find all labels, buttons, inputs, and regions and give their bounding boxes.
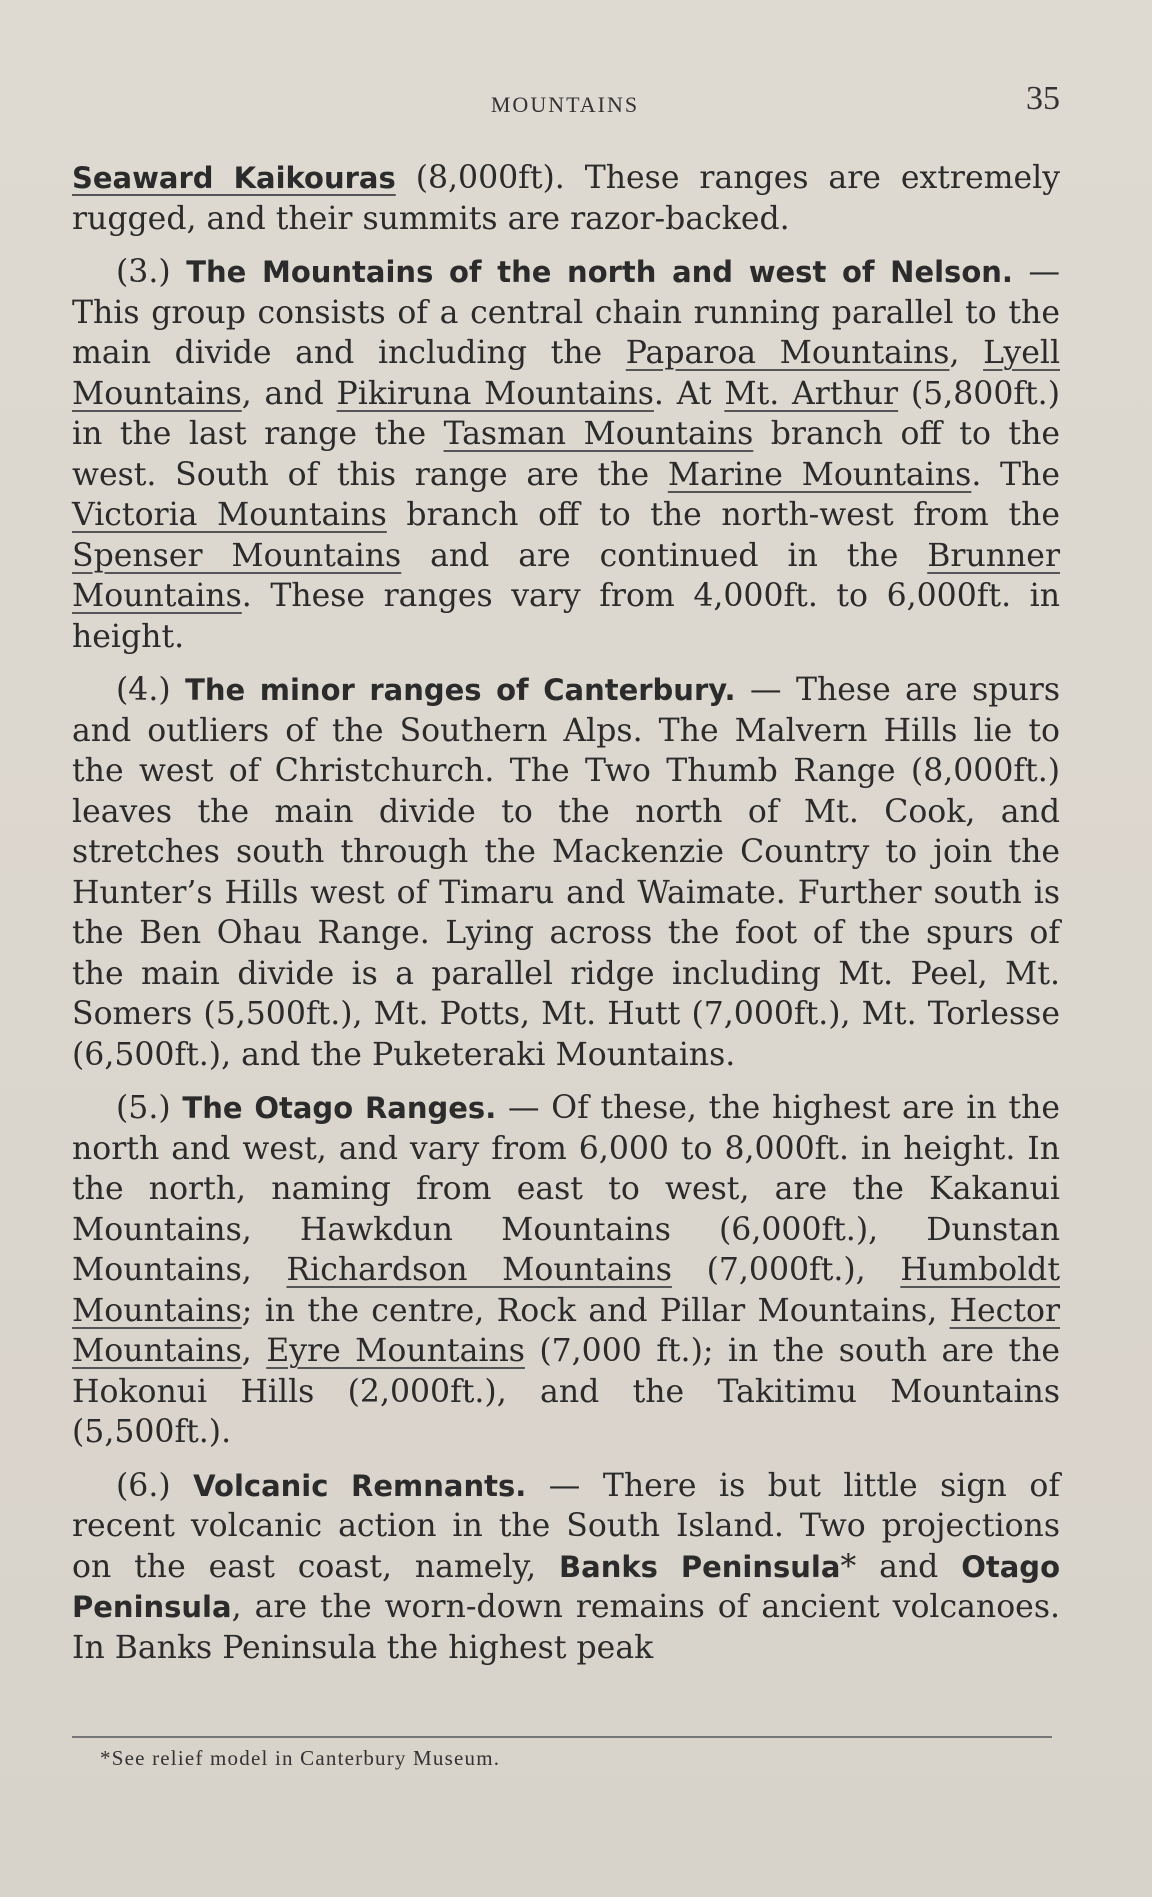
paragraph-text: (8,000ft). These ranges are extremely rugged, and their summits are razor-backed.	[72, 160, 1060, 237]
underlined-name: Tasman Mountains	[443, 416, 754, 452]
running-head: MOUNTAINS	[490, 92, 640, 117]
text-run: and are continued in the	[401, 537, 928, 574]
text-run: branch off to the north-west from the	[386, 497, 1060, 533]
text-run: . The	[971, 456, 1060, 493]
underlined-name: Victoria Mountains	[72, 497, 387, 533]
footnote-divider	[72, 1736, 1052, 1738]
section-heading-canterbury: The minor ranges of Canterbury.	[185, 673, 736, 707]
text-run: ; in the centre, Rock and Pillar Mountains,	[241, 1292, 950, 1329]
underlined-name: Marine Mountains	[667, 456, 972, 493]
page-number: 35	[1026, 80, 1060, 117]
underlined-name: Paparoa Mountains	[625, 335, 950, 371]
paragraph-canterbury-ranges	[72, 670, 1060, 1075]
bold-term: Banks Peninsula	[559, 1549, 841, 1584]
text-run: ,	[241, 1333, 267, 1369]
paragraph-nelson-mountains	[72, 252, 1060, 657]
text-run: * and	[840, 1548, 962, 1585]
paragraph-seaward-kaikouras	[72, 158, 1060, 239]
text-run: (7,000 ft.); in the south are the Hokonui Hills (2,000ft.), and the Takitimu Mountains (5,500ft.).	[72, 1333, 1061, 1450]
text-run: (7,000ft.),	[671, 1252, 901, 1288]
paragraph-volcanic-remnants	[72, 1466, 1060, 1669]
heading-seaward-kaikouras: Seaward Kaikouras	[72, 161, 396, 195]
section-number: (3.)	[116, 254, 187, 290]
underlined-name: Humboldt Mountains	[72, 1252, 1060, 1329]
underlined-name: Eyre Mountains	[266, 1333, 525, 1369]
underlined-name: Mt. Arthur	[724, 375, 899, 412]
text-run: , are the worn-down remains of ancient volcanoes. In Banks Peninsula the highest peak	[72, 1589, 1060, 1666]
underlined-name: Spenser Mountains	[72, 537, 402, 574]
page-header	[70, 80, 1060, 124]
text-run: — There is but little sign of recent volcanic action in the South Island. Two projections on the east coast, namely,	[72, 1467, 1060, 1585]
text-run: — Of these, the highest are in the north and west, and vary from 6,000 to 8,000ft. in height. In the north, naming from east to west, are the Kakanui Mountains, Hawkdun Mountains (6,000ft.), Dunstan Mountains,	[72, 1090, 1060, 1288]
text-run: ,	[949, 335, 984, 371]
body-text	[72, 158, 1060, 1681]
text-run: branch off to the west. South of this range are the	[72, 416, 1060, 493]
section-heading-volcanic: Volcanic Remnants.	[193, 1468, 527, 1503]
paragraph-otago-ranges	[72, 1088, 1060, 1453]
underlined-name: Lyell Mountains	[72, 335, 1061, 412]
text-run: . At	[653, 375, 725, 412]
text-run: . These ranges vary from 4,000ft. to 6,000ft. in height.	[72, 578, 1060, 655]
underlined-name: Pikiruna Mountains	[336, 375, 654, 412]
underlined-name: Hector Mountains	[72, 1292, 1060, 1369]
section-number: (5.)	[116, 1090, 183, 1126]
footnote: *See relief model in Canterbury Museum.	[100, 1746, 501, 1770]
section-heading-nelson: The Mountains of the north and west of Nelson.	[186, 255, 1013, 289]
section-heading-otago: The Otago Ranges.	[182, 1091, 497, 1125]
section-number: (6.)	[116, 1467, 194, 1504]
text-run: (5,800ft.) in the last range the	[72, 375, 1060, 452]
text-run: — This group consists of a central chain running parallel to the main divide and including the	[72, 254, 1060, 371]
text-run: , and	[241, 375, 337, 412]
underlined-name: Richardson Mountains	[286, 1252, 672, 1288]
text-run: — These are spurs and outliers of the Southern Alps. The Malvern Hills lie to the west of Christchurch. The Two Thumb Range (8,000ft.) leaves the main divide to the north of Mt. Cook, and stretches south through the Mackenzie Country to join the Hunter’s Hills west of Timaru and Waimate. Further south is the Ben Ohau Range. Lying across the foot of the spurs of the main divide is a parallel ridge including Mt. Peel, Mt. Somers (5,500ft.), Mt. Potts, Mt. Hutt (7,000ft.), Mt. Torlesse (6,500ft.), and the Puketeraki Mountains.	[72, 672, 1060, 1073]
bold-term: Otago Peninsula	[72, 1549, 1060, 1624]
underlined-name: Brunner Mountains	[72, 537, 1061, 614]
section-number: (4.)	[116, 672, 186, 708]
